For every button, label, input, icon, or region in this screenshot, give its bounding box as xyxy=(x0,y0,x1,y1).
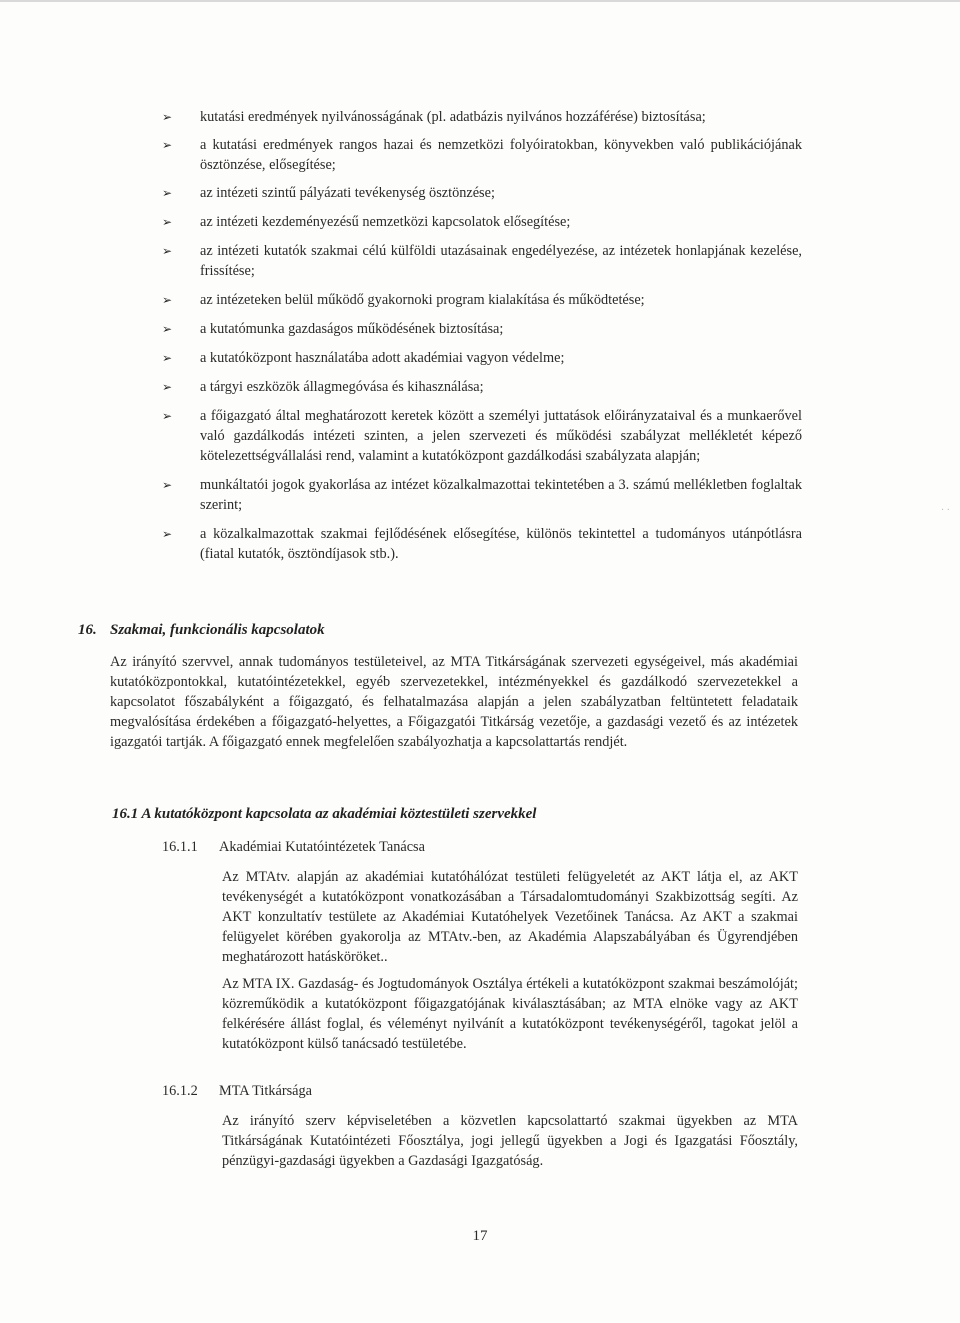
arrow-bullet-icon: ➢ xyxy=(162,322,173,336)
scan-top-edge xyxy=(0,0,960,2)
list-item: ➢ az intézeti kezdeményezésű nemzetközi kapcsolatok elősegítése; xyxy=(162,214,571,230)
list-item: ➢ a közalkalmazottak szakmai fejlődésének elősegítése, különös tekintettel a tudományos utánpótlásra (fiatal kutatók, ösztöndíjasok stb.). xyxy=(162,526,802,562)
list-item: ➢ az intézeti kutatók szakmai célú külföldi utazásainak engedélyezése, az intézetek honlapjának kezelése, frissítése; xyxy=(162,243,802,279)
list-item: ➢ a tárgyi eszközök állagmegóvása és kihasználása; xyxy=(162,379,484,395)
subsection-16-1-1-heading xyxy=(162,837,425,857)
section-number: 16. xyxy=(78,622,97,638)
subsection-16-1-2-heading xyxy=(162,1081,312,1101)
list-item: ➢ munkáltatói jogok gyakorlása az intézet közalkalmazottai tekintetében a 3. számú mellékletben foglaltak szerint; xyxy=(162,477,802,513)
list-item: ➢ a kutatómunka gazdaságos működésének biztosítása; xyxy=(162,321,504,337)
arrow-bullet-icon: ➢ xyxy=(162,409,173,423)
arrow-bullet-icon: ➢ xyxy=(162,110,173,124)
bullet-list xyxy=(162,107,802,564)
section-16-heading xyxy=(78,622,325,639)
subsection-16-1-1-paragraph-2: Az MTA IX. Gazdaság- és Jogtudományok Osztálya értékeli a kutatóközpont szakmai beszámolóját; közreműködik a kutatóközpont főigazgatójának kiválasztásában; az MTA elnöke vagy az AKT felkérésére állást foglal, és véleményt nyilvánít a kutatóközpont tevékenységéről, tagokat jelöl a kutatóközpont külső tanácsadó testületébe. xyxy=(222,976,798,1052)
arrow-bullet-icon: ➢ xyxy=(162,527,173,541)
list-item: ➢ a kutatási eredmények rangos hazai és nemzetközi folyóiratokban, könyvekben való publikációjának ösztönzése, elősegítése; xyxy=(162,137,802,173)
arrow-bullet-icon: ➢ xyxy=(162,478,173,492)
page-number: 17 xyxy=(472,1228,488,1244)
list-item: ➢ a kutatóközpont használatába adott akadémiai vagyon védelme; xyxy=(162,350,565,366)
subsection-16-1-1-paragraph-1: Az MTAtv. alapján az akadémiai kutatóhálózat testületi felügyeletét az AKT látja el, az AKT tevékenységét a kutatóközpont vonatkozásában a Társadalomtudományi Szakbizottság segíti. Az AKT konzultatív testülete az Akadémiai Kutatóhelyek Vezetőinek Tanácsa. Az AKT a szakmai felügyelet körében gyakorolja az MTAtv.-ben, az Akadémia Alapszabályában és Ügyrendjében meghatározott hatásköröket.. xyxy=(222,869,798,965)
section-16-paragraph: Az irányító szervvel, annak tudományos testületeivel, az MTA Titkárságának szervezeti egységeivel, más akadémiai kutatóközpontokkal, kutatóintézetekkel, egyéb szervezetekkel, intézményekkel és gazdálkodó szervezetekkel a kapcsolatot főszabályként a főigazgató, és felhatalmazása alapján a jelen szabályzatban feltüntetett feladataik megvalósítása érdekében a főigazgató-helyettes, a Főigazgatói Titkárság vezetője, a gazdasági vezető és az intézetek igazgatói tartják. A főigazgató ennek megfelelően szabályozhatja a kapcsolattartás rendjét. xyxy=(110,654,798,750)
subsection-number: 16.1.1 xyxy=(162,839,198,855)
arrow-bullet-icon: ➢ xyxy=(162,138,173,152)
arrow-bullet-icon: ➢ xyxy=(162,244,173,258)
arrow-bullet-icon: ➢ xyxy=(162,293,173,307)
scan-artifact: · · xyxy=(940,505,950,516)
subsection-16-1-2-paragraph: Az irányító szerv képviseletében a közvetlen kapcsolattartó szakmai ügyekben az MTA Titkárságának Kutatóintézeti Főosztálya, jogi jellegű ügyekben a Jogi és Igazgatási Főosztály, pénzügyi-gazdasági ügyekben a Gazdasági Igazgatóság. xyxy=(222,1113,798,1169)
subsection-title: MTA Titkársága xyxy=(219,1083,312,1099)
section-16-1-heading: 16.1 A kutatóközpont kapcsolata az akadémiai köztestületi szervekkel xyxy=(112,806,537,822)
list-item: ➢ kutatási eredmények nyilvánosságának (pl. adatbázis nyilvános hozzáférése) biztosítása; xyxy=(162,109,706,125)
list-item: ➢ az intézeteken belül működő gyakornoki program kialakítása és működtetése; xyxy=(162,292,645,308)
subsection-title: Akadémiai Kutatóintézetek Tanácsa xyxy=(219,839,425,855)
arrow-bullet-icon: ➢ xyxy=(162,380,173,394)
arrow-bullet-icon: ➢ xyxy=(162,215,173,229)
section-title: Szakmai, funkcionális kapcsolatok xyxy=(110,622,325,638)
arrow-bullet-icon: ➢ xyxy=(162,186,173,200)
list-item: ➢ a főigazgató által meghatározott keretek között a személyi juttatások előirányzataival és a munkaerővel való gazdálkodás intézeti szinten, a jelen szervezeti és működési szabályzat mellékletét képező kötelezettségvállalási rend, valamint a kutatóközpont gazdálkodási szabályzata alapján; xyxy=(162,408,802,464)
subsection-number: 16.1.2 xyxy=(162,1083,198,1099)
arrow-bullet-icon: ➢ xyxy=(162,351,173,365)
list-item: ➢ az intézeti szintű pályázati tevékenység ösztönzése; xyxy=(162,185,495,201)
